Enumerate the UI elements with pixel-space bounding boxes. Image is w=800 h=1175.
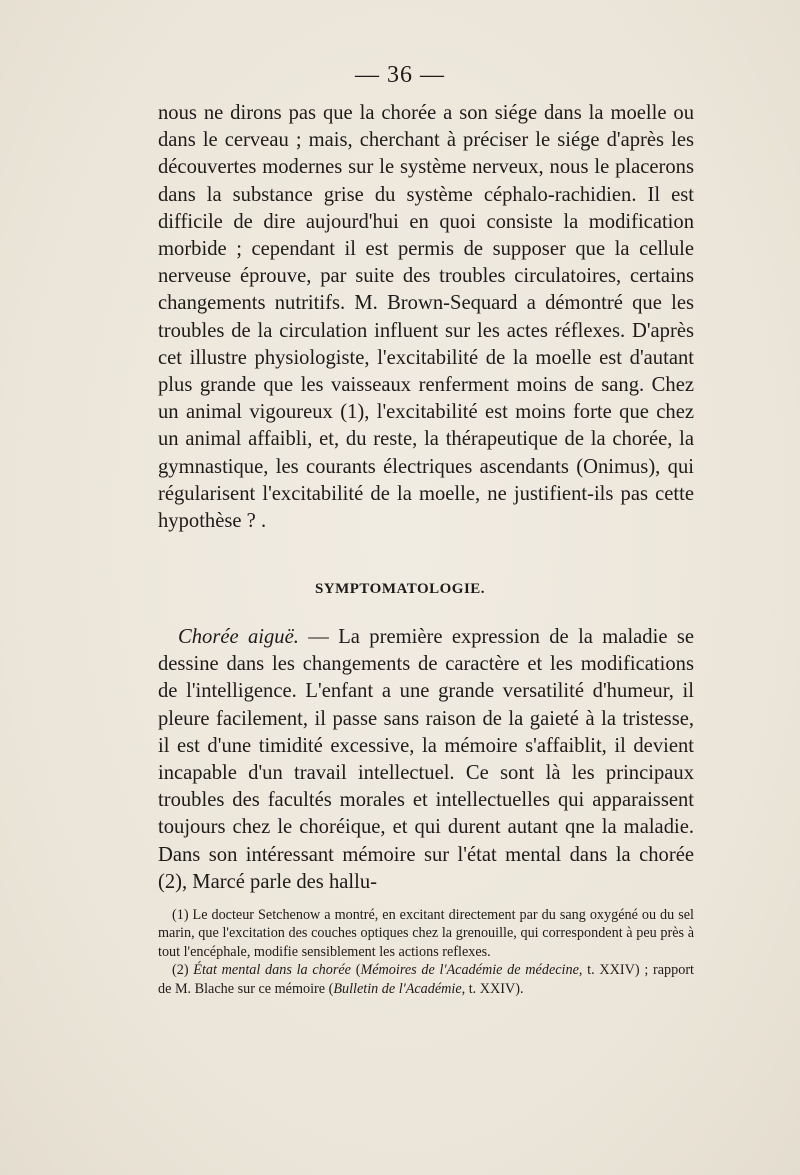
footnote-2-open: ( bbox=[350, 962, 361, 979]
body-text-top bbox=[158, 100, 694, 535]
footnote-2-mid: , t. XXIV) ; rapport de M. Blache sur ce mémoire ( bbox=[158, 962, 694, 997]
footnote-2-title: État mental dans la chorée bbox=[193, 962, 351, 979]
page-number: — 36 — bbox=[355, 62, 445, 88]
paragraph-seat-of-chorea: nous ne dirons pas que la chorée a son siége dans la moelle ou dans le cerveau ; mais, cherchant à préciser le siége d'après les découvertes modernes sur le système nerveux, nous le placerons dans la substance grise du système céphalo-rachidien. Il est difficile de dire aujourd'hui en quoi consiste la modification morbide ; cependant il est permis de supposer que la cellule nerveuse éprouve, par suite des troubles circulatoires, certains changements nutritifs. M. Brown-Sequard a démontré que les troubles de la circulation influent sur les actes réflexes. D'après cet illustre physiologiste, l'excitabilité de la moelle est d'autant plus grande que les vaisseaux renferment moins de sang. Chez un animal vigoureux (1), l'excitabilité est moins forte que chez un animal affaibli, et, du reste, la thérapeutique de la chorée, la gymnastique, les courants électriques ascendants (Onimus), qui régularisent l'excitabilité de la moelle, ne justifient-ils pas cette hypothèse ? . bbox=[158, 102, 694, 533]
footnote-2-source-memoires: Mémoires de l'Académie de médecine bbox=[360, 962, 579, 979]
footnote-1: (1) Le docteur Setchenow a montré, en excitant directement par du sang oxygéné ou du sel marin, que l'excitation des couches optiques chez la grenouille, qui correspondent à peu près à tout l'encéphale, modifie sensiblement les actions reflexes. bbox=[158, 907, 694, 960]
paragraph-choree-aigue bbox=[158, 624, 694, 896]
footnote-2-marker: (2) bbox=[172, 962, 194, 979]
footnote-2-source-bulletin: Bulletin de l'Académie bbox=[333, 980, 462, 997]
paragraph-lead-italic: Chorée aiguë. bbox=[178, 626, 299, 648]
footnote-2-end: , t. XXIV). bbox=[461, 980, 524, 997]
footnotes bbox=[158, 906, 694, 998]
section-heading: SYMPTOMATOLOGIE. bbox=[314, 581, 486, 597]
paragraph-text: — La première expression de la maladie se dessine dans les changements de caractère et les modifications de l'intelligence. L'enfant a une grande versatilité d'humeur, il pleure facilement, il passe sans raison de la gaieté à la tristesse, il est d'une timidité excessive, la mémoire s'affaiblit, il devient incapable d'un travail intellectuel. Ce sont là les principaux troubles des facultés morales et intellectuelles qui apparaissent toujours chez le choréique, et qui durent autant qne la maladie. Dans son intéressant mémoire sur l'état mental dans la chorée (2), Marcé parle des hallu- bbox=[158, 626, 694, 893]
body-text-symptoms bbox=[158, 624, 694, 896]
footnote-2 bbox=[158, 961, 694, 998]
